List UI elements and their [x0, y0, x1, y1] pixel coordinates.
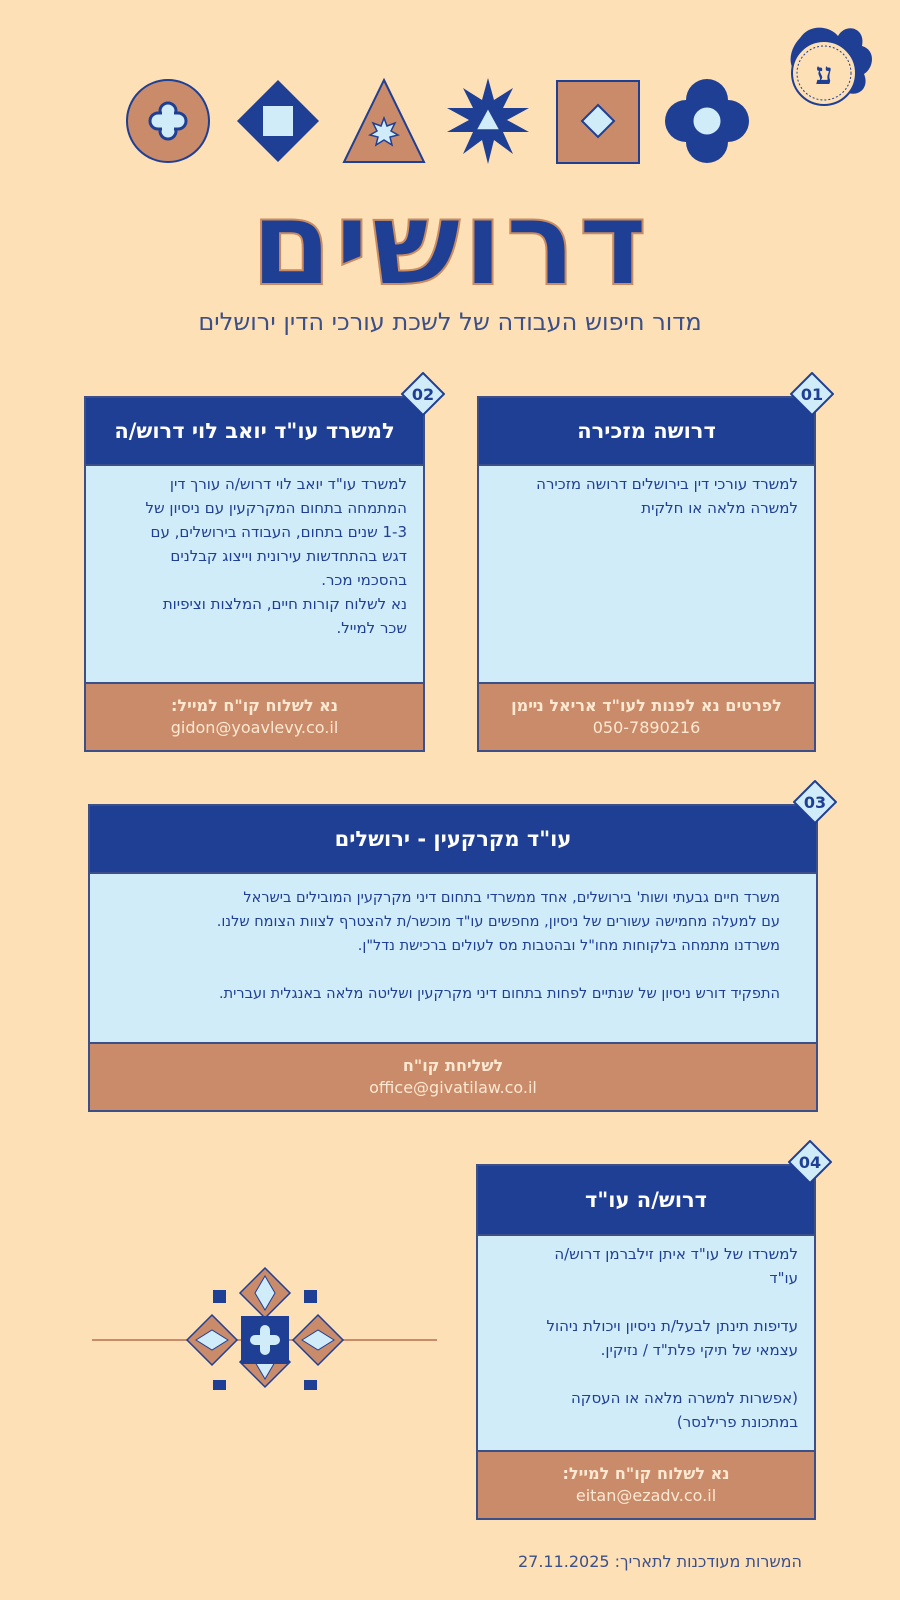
job-card-contact — [90, 1042, 816, 1110]
card-number: 02 — [411, 384, 435, 404]
update-date-note: המשרות מעודכנות לתאריך: 27.11.2025 — [517, 1552, 802, 1571]
diamond-square-icon — [237, 80, 319, 162]
job-card-03 — [88, 804, 818, 1112]
decorative-ornament — [92, 1240, 437, 1390]
job-card-description: למשרדו של עו"ד איתן זילברמן דרוש/ה עו"ד עדיפות תינתן לבעל/ת ניסיון ויכולת ניהול עצמאי של תיקי פלת"ד / נזיקין. (אפשרות למשרה מלאה או העסקה במתכונת פרילנסר) — [546, 1245, 798, 1431]
job-card-01 — [477, 396, 816, 752]
job-card-contact — [86, 682, 423, 750]
job-card-description: למשרד עו"ד יואב לוי דרוש/ה עורך דין המתמחה בתחום המקרקעין עם ניסיון של 1-3 שנים בתחום, העבודה בירושלים, עם דגש בהתחדשות עירונית וייצוג קבלנים בהסכמי מכר. נא לשלוח קורות חיים, המלצות וציפיות שכר למייל. — [145, 475, 407, 637]
contact-phone[interactable]: 050-7890216 — [592, 718, 701, 737]
job-card-contact — [479, 682, 814, 750]
job-card-description: למשרד עורכי דין בירושלים דרושה מזכירה למשרה מלאה או חלקית — [536, 475, 798, 517]
card-number-badge-01 — [790, 372, 834, 416]
card-number: 04 — [798, 1152, 822, 1172]
contact-label: נא לשלוח קו"ח למייל: — [562, 1464, 730, 1483]
job-card-title: דרושה מזכירה — [479, 398, 814, 466]
logo-letter: ע — [815, 57, 833, 92]
quatrefoil-circle-icon — [665, 79, 749, 163]
job-card-description: משרד חיים גבעתי ושות' בירושלים, אחד ממשרדי בתחום דיני מקרקעין המובילים בישראל עם למעלה מחמישה עשורים של ניסיון, מחפשים עו"ד מוכשר/ת להצטרף לצוות הצומח שלנו. משרדנו מתמחה בלקוחות מחו"ל ובהטבות מס לעולים ברכישת נדל"ן. התפקיד דורש ניסיון של שנתיים לפחות בתחום דיני מקרקעין ושליטה מלאה באנגלית ועברית. — [216, 890, 780, 1002]
job-card-title: דרוש/ה עו"ד — [478, 1166, 814, 1236]
job-card-contact — [478, 1450, 814, 1518]
contact-label: לשליחת קו"ח — [402, 1056, 504, 1075]
job-card-title: עו"ד מקרקעין - ירושלים — [90, 806, 816, 874]
bar-association-logo — [780, 18, 880, 118]
starburst-triangle-icon — [447, 78, 529, 164]
contact-email[interactable]: eitan@ezadv.co.il — [575, 1486, 717, 1505]
contact-label: לפרטים נא לפנות לעו"ד אריאל נײמן — [511, 696, 782, 715]
job-card-title: למשרד עו"ד יואב לוי דרוש/ה — [86, 398, 423, 466]
contact-email[interactable]: office@givatilaw.co.il — [369, 1078, 537, 1097]
circle-plus-icon — [127, 80, 209, 162]
contact-label: נא לשלוח קו"ח למייל: — [171, 696, 338, 715]
card-number-badge-02 — [401, 372, 445, 416]
contact-email[interactable]: gidon@yoavlevy.co.il — [170, 718, 339, 737]
card-number-badge-04 — [788, 1140, 832, 1184]
page-title: דרושים — [250, 174, 650, 312]
page-subtitle: מדור חיפוש העבודה של לשכת עורכי הדין ירושלים — [198, 308, 702, 336]
square-diamond-icon — [557, 81, 639, 163]
card-number-badge-03 — [793, 780, 837, 824]
card-number: 03 — [803, 792, 827, 812]
triangle-star-icon — [344, 80, 424, 162]
card-number: 01 — [800, 384, 824, 404]
decorative-shapes-row — [125, 78, 765, 168]
job-card-02 — [84, 396, 425, 752]
job-card-04 — [476, 1164, 816, 1520]
